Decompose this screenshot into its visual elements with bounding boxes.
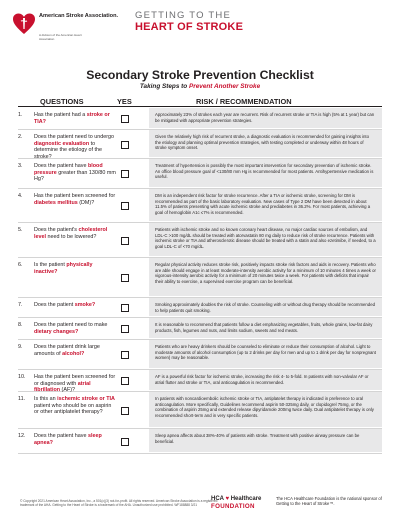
question-number: 12. [18, 433, 26, 439]
question-text [34, 163, 116, 183]
yes-checkbox[interactable] [121, 407, 129, 415]
yes-checkbox[interactable] [121, 237, 129, 245]
org-name: American Stroke Association. [39, 13, 119, 19]
question-text [34, 134, 116, 160]
recommendation-text: Sleep apnea affects about 38%-40% of patients with stroke. Treatment with positive airway pressure can be beneficial. [149, 429, 382, 452]
question-segment: (AF)? [60, 387, 76, 394]
hca-logo-line2: FOUNDATION [211, 503, 255, 510]
question-text [34, 112, 116, 125]
question-number: 9. [18, 344, 23, 350]
question-text [34, 227, 116, 240]
question-segment: Has the patient had a [34, 112, 87, 118]
yes-checkbox[interactable] [121, 304, 129, 312]
yes-checkbox[interactable] [121, 274, 129, 282]
yes-checkbox[interactable] [121, 377, 129, 385]
yes-checkbox[interactable] [121, 325, 129, 333]
recommendation-text: Regular physical activity reduces stroke risk, positively impacts stroke risk factors and aids in recovery. Patients who are able should engage in at least moderate-intensity aerobic activity for a minimum of 10 minutes 4 times a week or vigorous-intensity aerobic activity for a minimum of 20 minutes twice a week. For patients with deficits that impair their ability to exercise, a supervised exercise program can be beneficial. [149, 258, 382, 296]
recommendation-text: In patients with noncardioembolic ischemic stroke or TIA, antiplatelet therapy is indicated in preference to oral anticoagulation. More specifically, Guidelines recommend aspirin 50-325mg daily, or clopidogrel 75mg, or the combination of aspirin 25mg and extended release dipyridamole 200mg twice daily. Dual antiplatelet therapy is only recommended short-term and in very specific patients. [149, 392, 382, 427]
aha-heart-torch-icon [12, 12, 36, 36]
question-highlight: blood pressure [34, 163, 103, 176]
question-segment: Does the patient have [34, 163, 88, 169]
hca-logo-line1: HCA ♥ Healthcare [211, 496, 262, 502]
question-number: 2. [18, 134, 23, 140]
question-segment: greater than 130/80 mm Hg? [34, 169, 116, 183]
question-segment: patient who should be on aspirin or other antiplatelet therapy? [34, 402, 112, 416]
question-segment: Does the patient's [34, 227, 79, 233]
yes-checkbox[interactable] [121, 170, 129, 178]
checklist-row [18, 429, 382, 454]
question-number: 4. [18, 193, 23, 199]
question-text [34, 433, 116, 446]
checklist-row [18, 318, 382, 340]
question-text [34, 322, 116, 335]
question-highlight: diagnostic evaluation [34, 140, 90, 147]
org-subtext: A division of the American Heart Association [39, 33, 82, 41]
question-segment: to determine the etiology of the stroke? [34, 140, 103, 160]
recommendation-text: AF is a powerful risk factor for ischemic stroke, increasing the risk 4- to 5-fold. In patients with non-valvular AF or atrial flutter and stroke or TIA, oral anticoagulation is recommended. [149, 370, 382, 390]
checklist-row [18, 298, 382, 318]
yes-checkbox[interactable] [121, 351, 129, 359]
question-highlight: physically inactive? [34, 262, 93, 275]
column-header-yes: YES [117, 97, 132, 106]
question-number: 6. [18, 262, 23, 268]
question-text [34, 193, 116, 206]
recommendation-text: Patients who are heavy drinkers should be counseled to eliminate or reduce their consumption of alcohol. Light to moderate amounts of alcohol consumption (up to 2 drinks per day for men and up to 1 drink per day for nonpregnant women) may be reasonable. [149, 340, 382, 368]
recommendation-text: DM is an independent risk factor for stroke recurrence. After a TIA or ischemic stroke, screening for DM is recommended as part of the basic laboratory evaluation. New cases of Type 2 DM have been detected in about 11.5% of patients presenting with acute ischemic stroke and prediabetes in 36.2%. For most patients, achieving a goal of hemoglobin A1c ≤7% is recommended. [149, 189, 382, 221]
question-segment: Does the patient need to undergo [34, 134, 115, 140]
question-text [34, 396, 116, 416]
question-text [34, 344, 116, 357]
subtitle-prefix: Taking Steps to [139, 83, 189, 90]
question-segment: (DM)? [77, 199, 95, 206]
checklist-row [18, 189, 382, 223]
recommendation-text: Patients with ischemic stroke and no known coronary heart disease, no major cardiac sources of embolism, and LDL-C >100 mg/dL should be treated with atorvastatin 80 mg daily to reduce risk of stroke recurrence. Patients with ischemic stroke or TIA and atherosclerotic disease should be treated with a statin and also ezetimibe, if needed, to a goal LDL-C of <70 mg/dL. [149, 223, 382, 256]
checklist-row [18, 258, 382, 298]
header-divider [18, 106, 382, 107]
yes-checkbox[interactable] [121, 141, 129, 149]
yes-checkbox[interactable] [121, 202, 129, 210]
question-text [34, 302, 116, 309]
question-number: 8. [18, 322, 23, 328]
recommendation-text: Smoking approximately doubles the risk of stroke. Counseling with or without drug therapy should be recommended to help patients quit smoking. [149, 298, 382, 316]
copyright-text: © Copyright 2021 American Heart Association, Inc., a 501(c)(3) not-for-profit. All rights reserved. American Stroke Association is a registered trademark of the AHA. Getting to the Heart of Stroke is a trademark of the AHA. Unauthorized use prohibited. WF188888 3/21 [20, 499, 218, 508]
question-highlight: dietary changes? [34, 328, 79, 335]
question-number: 3. [18, 163, 23, 169]
program-title-top: GETTING TO THE [135, 10, 231, 21]
question-number: 10. [18, 374, 26, 380]
column-header-recommendation: RISK / RECOMMENDATION [196, 97, 292, 106]
question-highlight: smoke? [74, 302, 96, 308]
question-highlight: diabetes mellitus [34, 199, 78, 206]
recommendation-text: Given the relatively high risk of recurrent stroke, a diagnostic evaluation is recommended for gaining insights into the etiology and planning optimal prevention strategies, with testing completed or underway within 48 hours of stroke symptom onset. [149, 130, 382, 157]
question-number: 1. [18, 112, 23, 118]
question-number: 11. [18, 396, 26, 402]
checklist-row [18, 340, 382, 370]
program-title-main: HEART OF STROKE [135, 21, 244, 33]
column-header-questions: QUESTIONS [40, 97, 84, 106]
sponsor-note: The HCA Healthcare Foundation is the national sponsor of Getting to the Heart of Stroke™. [276, 496, 382, 507]
recommendation-text: Approximately 23% of strokes each year are recurrent. Risk of recurrent stroke or TIA is high (5% at 1 year) but can be mitigated with appropriate prevention strategies. [149, 108, 382, 128]
checklist-row [18, 370, 382, 392]
checklist-row [18, 223, 382, 258]
page-title: Secondary Stroke Prevention Checklist [86, 68, 314, 82]
question-segment: need to be lowered? [46, 233, 97, 240]
checklist-row [18, 159, 382, 189]
checklist-row [18, 130, 382, 159]
page-subtitle [0, 83, 400, 90]
question-highlight: cholesterol level [34, 227, 108, 240]
question-segment: Does the patient need to make [34, 322, 108, 328]
question-number: 7. [18, 302, 23, 308]
question-segment: Is the patient [34, 262, 67, 268]
question-highlight: sleep apnea? [34, 433, 102, 446]
question-segment: Does the patient have [34, 433, 88, 439]
question-text [34, 374, 116, 394]
question-highlight: ischemic stroke or TIA [57, 396, 115, 402]
question-highlight: alcohol? [62, 350, 85, 357]
question-segment: Does the patient drink large amounts of [34, 344, 100, 357]
question-highlight: atrial fibrillation [34, 380, 91, 394]
question-segment: Does the patient [34, 302, 75, 308]
subtitle-emphasis: Prevent Another Stroke [188, 83, 261, 90]
question-segment: Has the patient been screened for [34, 193, 116, 199]
question-number: 5. [18, 227, 23, 233]
question-segment: Is this an [34, 396, 58, 402]
question-segment: Has the patient been screened for or diagnosed with [34, 374, 116, 387]
hca-heart-icon: ♥ [223, 496, 231, 502]
header [0, 0, 400, 66]
checklist-row [18, 108, 382, 130]
recommendation-text: It is reasonable to recommend that patients follow a diet emphasizing vegetables, fruits, whole grains, low-fat dairy products, fish, legumes and nuts, and limits sodium, sweets and red meats. [149, 318, 382, 338]
question-highlight: stroke or TIA? [34, 112, 110, 125]
yes-checkbox[interactable] [121, 438, 129, 446]
yes-checkbox[interactable] [121, 115, 129, 123]
footer [0, 488, 400, 518]
question-text [34, 262, 116, 275]
recommendation-text: Treatment of hypertension is possibly the most important intervention for secondary prevention of ischemic stroke. An office blood pressure goal of <130/80 mm Hg is recommended for most patients. Antihypertensive medication is useful. [149, 159, 382, 187]
checklist-row [18, 392, 382, 429]
